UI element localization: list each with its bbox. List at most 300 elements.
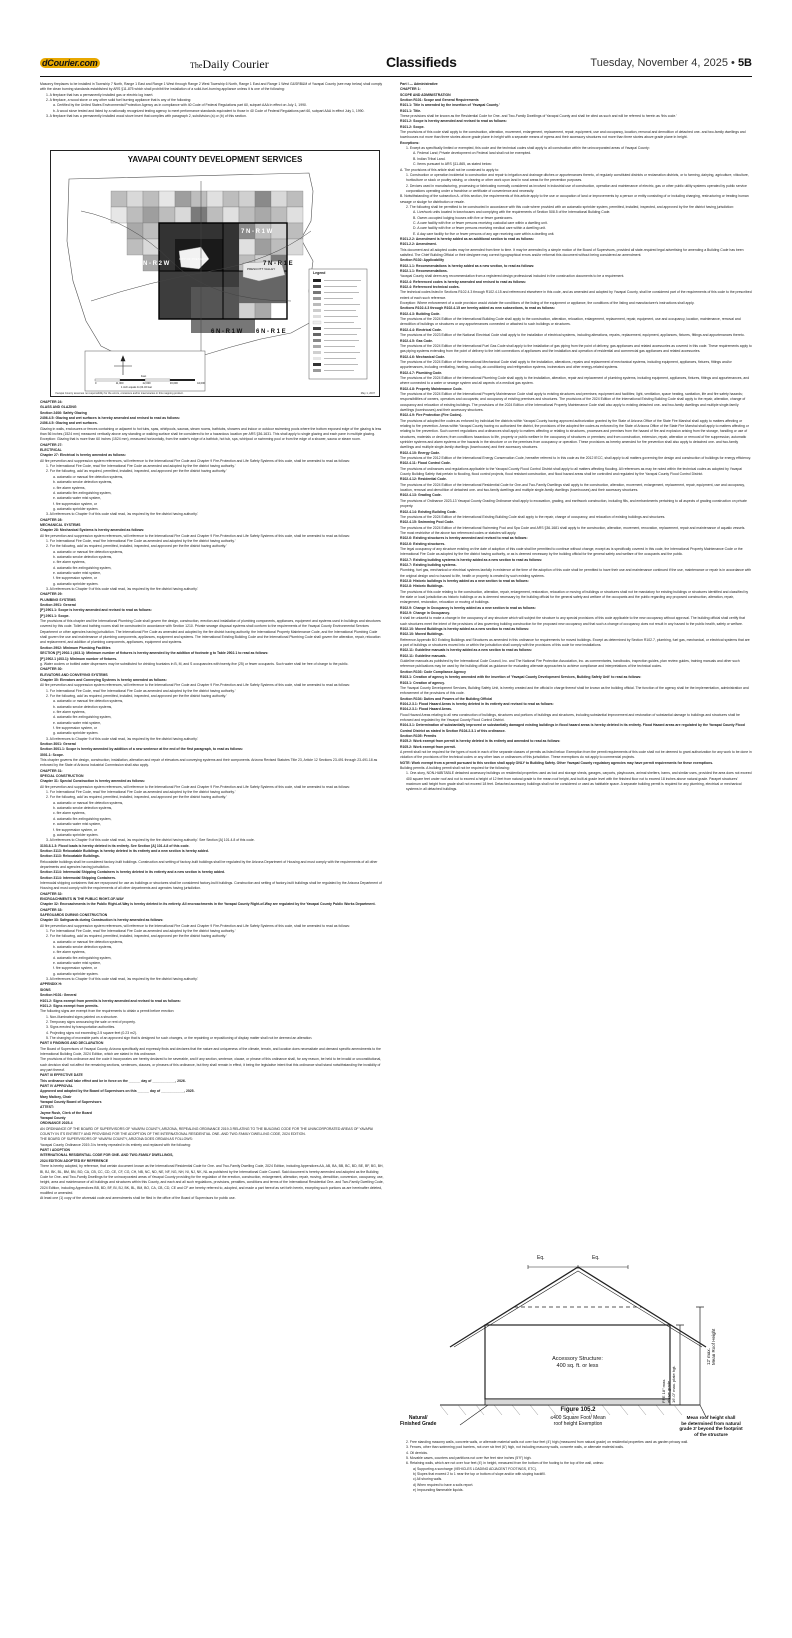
paragraph: R102.4.4: Electrical Code.	[400, 327, 442, 332]
paragraph: R102.1.1: Recommendations is hereby added as a new section, to read as follows:	[400, 263, 535, 268]
paragraph: R101.1: Title is amended by the insertion of 'Yavapai County.'	[400, 103, 500, 108]
paragraph: 1. For International Fire Code, read 'the International Fire Code as amended and adopted by the fire district having authority.'	[46, 538, 236, 543]
page-number: 5B	[737, 57, 752, 69]
footprint-note-1: Mean roof height shall	[686, 1415, 736, 1420]
section-title: Classifieds	[386, 54, 457, 70]
paragraph: f. fire suppression system, or	[53, 576, 97, 581]
paragraph: R101.1: Title.	[400, 108, 422, 113]
paragraph: Section R101: Scope and General Requirements	[400, 98, 479, 103]
paragraph: g. automatic sprinkler system.	[53, 581, 99, 586]
scale-ticks	[95, 382, 205, 385]
paragraph: Section 3114: Intermodal Shipping Containers is hereby deleted in its entirety and a new section is hereby added.	[40, 870, 226, 875]
map-label-7n-r1e: 7 N - R 1 E	[263, 261, 293, 267]
paragraph: 2. Free standing masonry walls, concrete walls, or alternate material walls not over four feet (4') high (measured from natural grade) on residential properties used as garden privacy wall.	[406, 1440, 689, 1444]
paragraph: Chapter 32: Encroachments in the Public Right-of-Way is hereby deleted in its entirety. All encroachments in the Yavapai County Right-of-Way are regulated by the Yavapai County Public Works Department.	[40, 902, 376, 907]
scale-tick: 11,000	[115, 382, 124, 385]
paragraph: R102.6: Existing structures.	[400, 541, 446, 546]
paragraph: R101.2.2: Amendment.	[400, 242, 437, 247]
footprint-note	[670, 1415, 752, 1437]
paragraph: d. automatic fire-extinguishing system,	[53, 955, 112, 960]
paragraph: a) Supporting a surcharge (VEHICLES LOADING ADJACENT FOOTINGS, ETC).	[413, 1466, 537, 1471]
paragraph: The provisions of the 2024 Edition of the International Existing Building Code shall apply to the repair, change of occupancy, and relocation of existing buildings and structures.	[400, 514, 666, 519]
logo-text: dCourier.com	[42, 58, 98, 68]
plate-height: 16'-0" max. plate hgt.	[670, 1365, 676, 1403]
left-column-text	[40, 400, 385, 1625]
paragraph: f. fire suppression system, or	[53, 725, 97, 730]
paragraph: R101.2.2: Amendment is hereby added as an additional section to read as follows:	[400, 236, 534, 241]
paragraph: PLUMBING SYSTEMS	[40, 597, 76, 602]
floor-slab	[485, 1399, 670, 1405]
paragraph: 3. All references to Chapter 9 of this code shall read, 'as required by the fire district having authority.'	[46, 587, 199, 592]
paragraph: H101.2: Signs exempt from permits is hereby amended and revised to read as follows:	[40, 998, 181, 1003]
paragraph: The provisions of the 2024 Edition of the International Fuel Gas Code shall apply to the installation of gas piping from the point of delivery, gas appliances and related accessories as covered in this code. These requirements apply to gas piping systems extending from the point of delivery to the inlet connections of appliances and the installation and operation of residential and commercial gas appliances and related accessories.	[400, 343, 752, 354]
paragraph: R102.4: Referenced codes is hereby amended and revised to read as follows:	[400, 279, 527, 284]
plate-height-dimension	[676, 1325, 684, 1405]
paragraph: ELECTRICAL	[40, 448, 62, 453]
paragraph: This document and all adopted codes may be amended from time to time. It may be amended by a simple motion of the Board of Supervisors, provided all state-required legal advertising for amending a Building Code has been satisfied. The Chief Building Official or their designee may correct typographical errors and/or reformat this document without being considered an amendment.	[400, 247, 744, 257]
accessory-area: 400 sq. ft. or less	[556, 1363, 599, 1370]
map-label-6n-r1e: 6 N - R 1 E	[256, 329, 286, 335]
paragraph: A permit shall not be required for the types of work in each of the separate classes of permits as listed below. Exemption from the permit requirements of this code shall not be deemed to grant authorization for any work to be done in violation of the provisions of the technical codes or any other laws or ordinances of this jurisdiction. These exemptions do not apply to commercial projects.	[400, 749, 752, 760]
scale-box	[85, 351, 205, 391]
accessory-title: Accessory Structure:	[552, 1356, 603, 1362]
figure-sub-1: ≤400 Square Foot/ Mean	[550, 1414, 606, 1421]
paragraph: Relocatable buildings shall be considered factory-built buildings. Construction and setting of factory-built buildings shall be regulated by the Arizona Department of Housing and must comply with the requirements of all other departments and agencies having jurisdiction.	[40, 859, 378, 869]
paragraph: g. automatic sprinkler system.	[53, 506, 99, 511]
paragraph: Yavapai County	[40, 1116, 66, 1121]
paragraph: R102.8: Historic buildings is hereby added as a new section to read as follows:	[400, 578, 529, 583]
paragraph: The provisions of this code relating to the construction, alteration, repair, enlargement, restoration, relocation or moving of buildings or structures shall not be mandatory for existing buildings or structures identified and classified by the state or local jurisdiction as historic buildings or as is deemed necessary by the building official for the general safety and welfare of the occupants and the public regarding any proposed construction, alteration, repair, enlargement, restoration, relocation or moving of buildings.	[400, 589, 749, 605]
paragraph: e. automatic water mist system,	[53, 496, 102, 501]
fireplace-area-map	[50, 150, 380, 397]
footprint-note-2: be determined from natural	[681, 1420, 741, 1426]
scale-tick: 0	[95, 382, 97, 385]
paragraph: PART III EFFECTIVE DATE	[40, 1073, 83, 1078]
scale-unit: Feet	[141, 375, 147, 378]
paragraph: a. automatic or manual fire detection systems,	[53, 939, 124, 944]
paragraph: 4. Projecting signs not exceeding 2.5 square feet (0.23 m2).	[46, 1030, 137, 1035]
paragraph: E. A day care facility for five or fewer persons of any age receiving care within a dwelling unit.	[413, 231, 555, 236]
paragraph: The provisions of the 2024 Edition of the International Swimming Pool and Spa Code and ARS §36-1681 shall apply to the construction, alteration, movement, renovation, replacement, repair and maintenance of aquatic vessels. The most restrictive of the above two referenced codes or statutes will apply.	[400, 525, 746, 535]
paragraph: 2. For the following, add 'as required, permitted, installed, inspected, and approved per the fire district having authority.'	[46, 693, 227, 698]
paragraph: [P] 2901.1: Scope is hereby amended and revised to read as follows:	[40, 608, 152, 613]
paragraph: CHAPTER 27:	[40, 442, 63, 447]
scale-tick: 44,000	[197, 382, 205, 385]
paragraph: Chapter 27: Electrical is hereby amended as follows:	[40, 453, 126, 458]
map-label-6n-r1w: 6 N - R 1 W	[211, 329, 243, 335]
paragraph: Section 2901: General	[40, 603, 76, 608]
paragraph: 3. All references to Chapter 9 of this code shall read, 'as required by the fire district having authority.' See Section [A] 101.4.8 of this code.	[46, 838, 255, 843]
paragraph: 3. All references to Chapter 9 of this code shall read, 'as required by the fire district having authority.'	[46, 977, 199, 982]
paragraph: b) Slopes that exceed 2 to 1 near the top or bottom of slope and/or with sloping backfill.	[413, 1472, 546, 1477]
paragraph: R102.9: Change in Occupancy is hereby added as a new section to read as follows:	[400, 605, 536, 610]
paragraph: a. automatic or manual fire detection systems,	[53, 699, 124, 704]
paragraph: 2. A fireplace, a wood stove or any other solid fuel burning appliance that is any of the following:	[46, 98, 192, 103]
paragraph: 3. A fireplace that has a permanently installed wood stove insert that complies with paragraph 2, subdivision (a) or (b) of this section.	[46, 114, 247, 119]
paragraph: R103.1: Creation of agency is hereby amended with the insertion of 'Yavapai County Development Services, Building Safety Unit' to read as follows:	[400, 675, 642, 680]
issue-date: Tuesday, November 4, 2025	[590, 57, 728, 69]
paragraph: Chapter 31: Special Construction is hereby amended as follows:	[40, 779, 146, 784]
paragraph: Approved and adopted by the Board of Supervisors on this ______ day of ____________, 2025.	[40, 1089, 195, 1094]
paragraph: 5. Movable cases, counters and partitions not over five feet nine inches (5'9") high.	[406, 1456, 532, 1461]
map-legend	[309, 269, 367, 379]
paragraph: Section 3001.1: Scope is hereby amended by addition of a new sentence at the end of the first paragraph, to read as follows:	[40, 747, 244, 752]
paragraph: R102.10: Moved Buildings.	[400, 632, 444, 637]
paragraph: e. automatic water mist system,	[53, 720, 102, 725]
paragraph: The provisions of this code shall apply to the construction, alteration, movement, enlargement, replacement, repair, equipment, use and occupancy, location, removal and demolition of detached one- and two-family dwellings and townhouses not more than three stories above grade plane in height with a separate means of egress and their accessory structures not more than three stories above grade plane in height.	[400, 130, 746, 140]
paragraph: 5. The changing of moveable parts of an approved sign that is designed for such changes, or the repainting or repositioning of display matter shall not be deemed an alteration.	[46, 1035, 313, 1040]
paragraph: PART I ADOPTION	[40, 1148, 70, 1153]
paragraph: The provisions of the 2024 Edition of the International Mechanical Code shall apply to the installation, alterations, repairs and replacement of mechanical systems, including equipment, appliances, fixtures, fittings and/or appurtenances, including ventilating, heating, cooling, air-conditioning and refrigeration systems, incinerators and other energy-related systems.	[400, 359, 732, 370]
natural-grade-label	[400, 1415, 436, 1427]
paragraph: Section R105: Permits	[400, 733, 437, 738]
paragraph: ELEVATORS AND CONVEYING SYSTEMS	[40, 672, 108, 677]
paragraph: The provisions of ordinances and regulations applicable to the Yavapai County Flood Control District shall apply to all matters affecting flooding. All references as may be noted within the technical codes as adopted by Yavapai County Building Safety that pertain to flooding, flood control projects, flood resistant construction, and flood hazard areas shall be controlled and regulated by the Yavapai County Flood Control District.	[400, 466, 742, 477]
paragraph: All fire prevention and suppression system references, will reference to the International Fire Code and Chapter 9 Fire-Protection and Life Safety Systems of this code, shall be amended to read as follows:	[40, 533, 350, 538]
figure-sub-2: roof height Exemption	[553, 1420, 603, 1427]
map-title: YAVAPAI COUNTY DEVELOPMENT SERVICES	[127, 155, 303, 164]
paragraph: 1. For International Fire Code, read 'the International Fire Code as amended and adopted by the fire district having authority.'	[46, 688, 236, 693]
paragraph: c. fire alarm systems,	[53, 560, 86, 565]
paragraph: D. A care facility with five or fewer persons receiving medical care within a dwelling unit.	[413, 226, 546, 231]
paragraph: CHAPTER 24:	[40, 400, 63, 404]
paragraph: It shall be unlawful to make a change in the occupancy of any structure which will subject the structure to any special provisions of this code applicable to the new occupancy without approval. The building official shall certify that such structures meet the intent of the provisions of law governing building construction for the proposed new occupancy and that such a change of occupancy does not result in any hazard to the public health, safety or welfare.	[400, 616, 745, 626]
map-graphic	[51, 151, 379, 396]
paragraph: 2406.4.5: Glazing and wet surfaces.	[40, 421, 98, 426]
paragraph: Yavapai County shall deem any recommendation from a registered design professional included in the construction documents to be a requirement.	[400, 274, 625, 279]
mean-roof-max: 12' max.	[706, 1348, 711, 1365]
paragraph: c. fire alarm systems,	[53, 709, 86, 714]
paragraph: 4. Oil derricks.	[406, 1450, 428, 1455]
paragraph: A. The provisions of this article shall not be construed to apply to:	[400, 167, 500, 172]
paragraph: THE BOARD OF SUPERVISORS OF YAVAPAI COUNTY, ARIZONA DOES ORDAIN AS FOLLOWS:	[40, 1137, 193, 1142]
paragraph: Masonry fireplaces to be installed in Township 7 North, Range 1 East and Range 1 West through Range 2 West Township 6 North, Range 1 East and Range 1 West G&SRB&M of Yavapai County (see map below) shall comply with the clean burning standards established by ARS §11-875 which shall prohibit the installation of a solid-fuel-burning appliance unless it is one of the following:	[40, 82, 383, 92]
paragraph: R102.1.1: Recommendations.	[400, 269, 448, 274]
paragraph: Flood Hazard Areas relating to all new construction of buildings, structures and portions of buildings and structures, including substantial improvement and restoration of substantial damage to buildings and structures shall be enforced and regulated by the Yavapai County Flood Control District.	[400, 712, 740, 722]
paragraph: c) All shoring walls.	[413, 1477, 443, 1482]
paragraph: CHAPTER 32:	[40, 891, 63, 896]
left-column-top-text	[40, 82, 385, 150]
paragraph: g. automatic sprinkler system.	[53, 971, 99, 976]
paragraph: PART II FINDINGS AND DECLARATION	[40, 1041, 104, 1046]
figure-caption	[518, 1407, 638, 1427]
paragraph: Section 2902: Minimum Plumbing Facilities	[40, 645, 111, 650]
paragraph: a. Certified by the United States Environmental Protection Agency as in compliance with 40 Code of Federal Regulations part 60, subpart AAA in effect on July 1, 1990.	[53, 103, 307, 108]
paragraph: All fire prevention and suppression system references, will reference to the International Fire Code and Chapter 9 Fire-Protection and Life Safety Systems of this code, shall be amended to read as follows:	[40, 923, 350, 928]
site-logo[interactable]	[40, 58, 100, 68]
mean-height-dimension	[696, 1307, 704, 1405]
paragraph: b. automatic smoke detection systems,	[53, 806, 113, 811]
paragraph: Guideline manuals as published by the International Code Council, Inc. and The National Fire Protection Association, Inc. as commentaries, handbooks, inspection guides, plan review guides, training manuals and other such reference publications may be used by the building official as guidance for evaluating alternate approaches to achieve compliance and interpretations of the technical codes.	[400, 659, 740, 669]
paragraph: SCOPE AND ADMINISTRATION	[400, 92, 451, 97]
paragraph: [P] 2902.1 (403.1): Minimum number of fixtures.	[40, 656, 118, 661]
map-label-7n-r2w: 7 N - R 2 W	[138, 261, 170, 267]
paragraph: ENCROACHMENTS IN THE PUBLIC RIGHT-OF-WAY	[40, 896, 124, 901]
paragraph: Glazing in walls, enclosures or fences containing or adjacent to hot tubs, spas, whirlpools, saunas, steam rooms, bathtubs, showers and indoor or outdoor swimming pools where the bottom exposed edge of the glazing is less than 56 inches (1524 mm) measured vertically above any standing or walking surface shall be considered to be a hazardous location per ARS §36-1631. This shall apply to single glazing and each pane in multiple glazing.	[40, 426, 382, 437]
masthead-name: Daily Courier	[202, 57, 269, 71]
paragraph: R102.4: Referenced technical codes.	[400, 285, 460, 290]
paragraph: Exception: Glazing that is more than 60 inches (1524 mm), measured horizontally, from the water's edge of a bathtub, hot tub, spa, whirlpool or swimming pool or from the edge of a shower, sauna or steam room.	[40, 437, 361, 442]
paragraph: Exception: Where enforcement of a code provision would violate the conditions of the listing of the equipment or appliance, the conditions of the listing and manufacturer's instructions shall apply.	[400, 301, 695, 306]
paragraph: All fire prevention and suppression system references, will reference to the International Fire Code and Chapter 9 Fire-Protection and Life Safety Systems of this code, shall be amended to read as follows:	[40, 458, 350, 463]
paragraph: These provisions shall be known as the Residential Code for One- and Two-Family Dwellings of Yavapai County and shall be cited as such and will be referred to herein as 'this code.'	[400, 114, 677, 119]
paragraph: SIGNS	[40, 987, 51, 992]
map-label-prescott-valley: PRESCOTT VALLEY	[247, 267, 276, 271]
paragraph: R102.4.7: Plumbing Code.	[400, 370, 443, 375]
paragraph: R102.9: Change in Occupancy.	[400, 611, 450, 616]
paragraph: R102.8: Historic Buildings.	[400, 584, 444, 589]
paragraph: 2. Devices used in manufacturing, processing or fabricating normally considered as involved in industrial use of construction, operation and maintenance of electric, gas or other public utility systems operated by public service corporations operating under a franchise or certificate of convenience and necessity.	[406, 183, 747, 193]
paragraph: INTERNATIONAL RESIDENTIAL CODE FOR ONE- AND TWO-FAMILY DWELLINGS,	[40, 1153, 174, 1158]
paragraph: Chapter 33: Safeguards during Construction is hereby amended as follows:	[40, 918, 164, 923]
paragraph: 1. Non-illuminated signs painted on a structure.	[46, 1014, 118, 1019]
paragraph: d. automatic fire-extinguishing system,	[53, 715, 112, 720]
paragraph: R102.4.3: Building Code.	[400, 311, 441, 316]
paragraph: 2. The following shall be permitted to be constructed in accordance with this code where provided with an automatic sprinkler system, permitted, installed, inspected, and approved by the fire district having jurisdiction:	[406, 204, 735, 209]
right-column-text	[400, 82, 752, 1257]
paragraph: 2. For the following, add 'as required, permitted, installed, inspected, and approved per the fire district having authority.'	[46, 934, 227, 939]
paragraph: Plumbing, fuel gas, mechanical or electrical systems lawfully in existence at the time of the adoption of this code shall be permitted to have their use and maintenance continued if the use, maintenance or repair is in accordance with the original design and no hazard to life, health or property is created by such existing systems.	[400, 568, 752, 578]
paragraph: 3001.1: Scope.	[40, 752, 64, 757]
paragraph: CHAPTER 31:	[40, 768, 63, 773]
paragraph: Reference Appendix BO Existing Buildings and Structures as amended in this ordinance for requirements for moved buildings. Except as determined by Section R102.7, plumbing, fuel gas, mechanical, or electrical systems that are a part of buildings or structures moved into or within the jurisdiction shall comply with the provisions of this code for new installations.	[400, 637, 750, 648]
paragraph: A. Live/work units located in townhouses and complying with the requirements of Section 508.5 of the International Building Code.	[413, 210, 611, 215]
paragraph: Section 3113: Relocatable Buildings is hereby deleted in its entirety and a new section is hereby added.	[40, 848, 209, 853]
paragraph: 2. For the following, add 'as required, permitted, installed, inspected, and approved per the fire district having authority.'	[46, 544, 227, 549]
paragraph: B. Owner-occupied lodging houses with five or fewer guestrooms.	[413, 215, 513, 220]
paragraph: Section H101: General	[40, 993, 77, 998]
paragraph: CHAPTER 28:	[40, 517, 63, 522]
right-column-bottom-text	[400, 1440, 752, 1630]
paragraph: MECHANICAL SYSTEMS	[40, 522, 81, 527]
paragraph: c. fire alarm systems,	[53, 950, 86, 955]
paragraph: R102.6: Existing structures is hereby amended and revised to read as follows:	[400, 536, 528, 541]
paragraph: Jayme Rush, Clerk of the Board	[40, 1110, 92, 1115]
paragraph: Section R103: Code Compliance Agency	[400, 669, 466, 674]
ffe-max: FFE 18" max.	[661, 1378, 666, 1403]
paragraph: R102.4.11: Flood Control Code.	[400, 461, 451, 466]
paragraph: 1. Construction or operation incidental to construction and repair to irrigation and drainage ditches or appurtenances thereto, of regularly constituted districts or reclamation districts, or to farming, dairying, agriculture, viticulture, horticulture or stock or poultry raising, or clearing or other work upon land in rural areas for fire prevention purposes.	[406, 172, 749, 183]
paragraph: R102.4.8: Property Maintenance Code.	[400, 386, 463, 391]
map-label-prescott: CITY OF PRESCOTT	[179, 257, 208, 261]
eq-label-left: Eq.	[537, 1255, 545, 1261]
paragraph: R102.4.12: Residential Code.	[400, 477, 447, 482]
paragraph: H101.2: Signs exempt from permits.	[40, 1003, 99, 1008]
scale-tick: 22,000	[142, 382, 151, 385]
eq-dimension	[528, 1265, 628, 1269]
paragraph: R101.2: Scope.	[400, 124, 425, 129]
paragraph: d) When required to have a soils report.	[413, 1482, 474, 1487]
legend-title: Legend	[313, 271, 326, 275]
paragraph: 1. For International Fire Code, read 'the International Fire Code as amended and adopted by the fire district having authority.'	[46, 790, 236, 795]
paragraph: At least one (1) copy of the aforesaid code and amendments shall be filed in the office of the Board of Supervisors for public use.	[40, 1196, 236, 1201]
height-note	[662, 1365, 676, 1403]
paragraph: The Board of Supervisors of Yavapai County, Arizona specifically and expressly finds and declares that the nature and uniqueness of the climate, terrain, and location does necessitate and demand specific amendments to the International Building Code, 2024 Edition, which are stated in this ordinance.	[40, 1046, 381, 1056]
paragraph: d. automatic fire-extinguishing system,	[53, 490, 112, 495]
paragraph: Chapter 30: Elevators and Conveying Systems is hereby amended as follows:	[40, 677, 167, 682]
paragraph: 1. For International Fire Code, read 'the International Fire Code as amended and adopted by the fire district having authority.'	[46, 929, 236, 934]
paragraph: B. Indian Tribal Land.	[413, 156, 446, 161]
paragraph: A. Federal Land; Private development on Federal land shall not be exempted.	[413, 151, 532, 156]
paragraph: g. Water coolers or bottled water dispensers may be substituted for drinking fountains in B, M, and S occupancies with twenty-five (25) or fewer occupants. Such water shall be free of charge to the public.	[40, 661, 349, 666]
paragraph: e. automatic water mist system,	[53, 822, 102, 827]
paragraph: d. automatic fire-extinguishing system,	[53, 565, 112, 570]
paragraph: The provisions of the 2024 Edition of the International Plumbing Code shall apply to the installation, alteration, repair and replacement of plumbing systems, including equipment, appliances, fixtures, fittings and appurtenances, and where connected to a water or sewage system and all aspects of a medical gas system.	[400, 375, 750, 386]
footprint-note-3: grade 3' beyond the footprint	[679, 1426, 743, 1431]
paragraph: Part I — Administrative	[400, 82, 438, 86]
paragraph: B. Notwithstanding of the subsection A. of this section, the requirements of this article apply to the use or occupation of land or improvements by a person or entity consisting of or including changing, restructuring or treating human sewage or sludge for distribution or resale.	[400, 194, 749, 204]
paragraph: e. automatic water mist system,	[53, 961, 102, 966]
paragraph: CHAPTER 1:	[400, 87, 421, 92]
paragraph: e. automatic water mist system,	[53, 571, 102, 575]
paragraph: AN ORDINANCE OF THE BOARD OF SUPERVISORS OF YAVAPAI COUNTY, ARIZONA, REPEALING ORDINANCE 2019-3 RELATING TO THE BUILDING CODE FOR THE UNINCORPORATED AREAS OF YAVAPAI COUNTY IN ITS ENTIRETY AND PROVIDING FOR THE ADOPTION OF THE INTERNATIONAL RESIDENTIAL ONE- AND TWO-FAMILY DWELLING CODE, 2024 EDITION.	[40, 1126, 374, 1137]
paragraph: b. A wood stove tested and listed by a nationally recognized testing agency to meet performance standards equivalent to those in 40 Code of Federal Regulations part 60, subpart AAA in effect July 1, 1990.	[53, 108, 365, 113]
paragraph: CHAPTER 33:	[40, 907, 63, 912]
paragraph: GLASS AND GLAZING	[40, 405, 77, 410]
date-page: Tuesday, November 4, 2025 • 5B	[590, 57, 752, 69]
paragraph: R102.11: Guideline manuals is hereby added as a new section to read as follows:	[400, 648, 533, 653]
paragraph: R104.3.1: Determination of substantially improved or substantially damaged existing buildings in flood hazard areas is hereby deleted in its entirety. Flood Hazard areas are regulated by the Yavapai County Flood Control District as stated in Section R104.2.3.1 of this ordinance.	[400, 723, 745, 733]
paragraph: SAFEGUARDS DURING CONSTRUCTION	[40, 913, 108, 917]
paragraph: R102.4.9: Fire Protection (Fire Codes).	[400, 413, 463, 418]
footprint-note-4: of the structure	[694, 1431, 728, 1437]
paragraph: a. automatic or manual fire detection systems,	[53, 549, 124, 554]
paragraph: SECTION [P] 2902.1 (403.1): Minimum number of fixtures is hereby amended by the addition of footnote g to Table 2902.1 to read as follows:	[40, 651, 269, 656]
paragraph: Section 3001: General	[40, 742, 76, 746]
paragraph: c. fire alarm systems,	[53, 485, 86, 490]
paragraph: The provisions of the 2023 Edition of the National Electrical Code shall apply to the installation of electrical systems, including alterations, repairs, replacement, equipment, appliances, fixtures, fittings and appurtenances thereto.	[400, 333, 745, 338]
paragraph: f. fire suppression system, or	[53, 501, 97, 506]
above-grade: above grade	[665, 1380, 671, 1403]
paragraph: Section R104: Duties and Powers of the Building Official	[400, 696, 493, 701]
paragraph: Section 3114: Intermodal Shipping Containers.	[40, 875, 117, 880]
paragraph: 2. Temporary signs announcing the sale or rent of property.	[46, 1019, 136, 1024]
paragraph: R104.2.3.1: Flood Hazard Areas is hereby deleted in its entirety and revised to read as follows:	[400, 701, 554, 706]
paragraph: 2406.4.5: Glazing and wet surfaces is hereby amended and revised to read as follows:	[40, 416, 181, 421]
paragraph: CHAPTER 29:	[40, 592, 63, 597]
paragraph: 3. All references to Chapter 9 of this code shall read, 'as required by the fire district having authority.'	[46, 736, 199, 741]
paragraph: 3. Fences, other than swimming pool barriers, not over six feet (6') high, not including masonry walls, concrete walls, or alternate material walls.	[406, 1445, 624, 1450]
paragraph: Section 3113: Relocatable Buildings.	[40, 854, 100, 859]
paragraph: The provisions of Ordinance 2023-13 Yavapai County Grading Ordinance shall apply to excavation, grading, and earthwork construction, including fills, and embankments pertaining to all aspects of grading construction on private property.	[400, 498, 747, 509]
paragraph: R102.4.13: Grading Code.	[400, 493, 442, 498]
paragraph: CHAPTER 30:	[40, 667, 63, 672]
scale-ratio: 1 inch equals 11,64.32 feet	[121, 386, 152, 389]
paragraph: 1. For International Fire Code, read 'the International Fire Code as amended and adopted by the fire district having authority.'	[46, 464, 236, 469]
paragraph: f. fire suppression system, or	[53, 827, 97, 832]
paragraph: R102.4.5: Gas Code.	[400, 338, 434, 343]
mean-roof-note	[706, 1329, 717, 1365]
paragraph: This ordinance shall take effect and be in force on the ______ day of ____________, 2026.	[40, 1078, 186, 1083]
paragraph: b. automatic smoke detection systems,	[53, 945, 113, 950]
paragraph: e) Impounding flammable liquids.	[413, 1488, 464, 1493]
paragraph: g. automatic sprinkler system.	[53, 832, 99, 837]
paragraph: Yavapai County Ordinance 2019-3 is hereby repealed in its entirety and replaced with the following:	[40, 1142, 191, 1147]
paragraph: 6. Retaining walls, which are not over four feet (4') in height, measured from the bottom of the footing to the top of the wall, unless:	[406, 1461, 604, 1466]
paragraph: g. automatic sprinkler system.	[53, 731, 99, 736]
paragraph: The following signs are exempt from the requirements to obtain a permit before erection:	[40, 1009, 175, 1014]
paragraph: C. Items pursuant to ARS §11-865, as stated below:	[413, 162, 492, 167]
paragraph: Intermodal shipping containers that are repurposed for use as buildings or structures shall be considered factory-built buildings. Construction and setting of factory-built buildings shall be regulated by the Arizona Department of Housing and must comply with the requirements of all other departments and agencies having jurisdiction.	[40, 880, 382, 891]
paragraph: [P] 2901.1: Scope.	[40, 613, 70, 618]
paragraph: R102.7: Existing building systems is hereby added as a new section to read as follows:	[400, 557, 543, 562]
paragraph: ATTEST:	[40, 1105, 54, 1110]
paragraph: All fire prevention and suppression system references, will reference to the International Fire Code and Chapter 9 Fire-Protection and Life Safety Systems of this code, shall be amended to read as follows:	[40, 784, 350, 789]
paragraph: f. fire suppression system, or	[53, 966, 97, 971]
paragraph: R103.1: Creation of agency.	[400, 680, 445, 685]
paragraph: R105.2: Work exempt from permit.	[400, 744, 456, 749]
paragraph: R102.4.10: Energy Code.	[400, 450, 441, 455]
paragraph: b. automatic smoke detection systems,	[53, 480, 113, 485]
natural-grade-1: Natural/	[408, 1415, 428, 1421]
paragraph: R102.4.6: Mechanical Code.	[400, 354, 446, 359]
paragraph: 1. Except as specifically limited or exempted, this code and the technical codes shall apply to all construction within the unincorporated areas of Yavapai County:	[406, 146, 650, 151]
paragraph: The provisions of the 2024 Edition of the International Building Code shall apply to the construction, alteration, relocation, enlargement, replacement, repair, equipment, use and occupancy, location, maintenance, removal and demolition of buildings or structures or any appurtenances connected or attached to such buildings or structures.	[400, 317, 741, 327]
paragraph: R102.4.14: Existing Building Code.	[400, 509, 457, 514]
paragraph: 3103.8.1.3: Flood loads is hereby deleted in its entirety. See Section [A] 101.4.8 of this code.	[40, 843, 190, 848]
map-label-7n-r1w: 7 N - R 1 W	[241, 229, 273, 235]
paragraph: The technical codes listed in Sections R102.4.3 through R102.4.15 and referenced elsewhere in this code, and as amended and adopted by Yavapai County, shall be considered part of the requirements of this code to the prescribed extent of each such reference.	[400, 290, 752, 300]
paragraph: Sections R102.4.3 through R102.4.15 are hereby added as new subsections, to read as follows:	[400, 306, 555, 311]
eq-label-right: Eq.	[592, 1255, 600, 1261]
paragraph: Exceptions:	[400, 140, 420, 145]
paragraph: a. automatic or manual fire detection systems,	[53, 474, 124, 479]
paragraph: 2024 EDITION ADOPTED BY REFERENCE	[40, 1158, 109, 1163]
paragraph: The provisions of the 2012 Edition of the International Energy Conservation Code, hereafter referred to in this code as the 2012 IECC, shall apply to all matters governing the design and construction of buildings for energy efficiency.	[400, 456, 752, 461]
paragraph: SPECIAL CONSTRUCTION	[40, 774, 84, 779]
paragraph: 2. For the following, add 'as required, permitted, installed, inspected, and approved per the fire district having authority.'	[46, 795, 227, 800]
masthead-prefix: The	[190, 61, 203, 70]
paragraph: The provisions of this chapter and the International Plumbing Code shall govern the design, construction, erection and installation of plumbing components, appliances, equipment and systems used in buildings and structures covered by this code. Toilet and bathing rooms shall be constructed in accordance with Section 1210. Private sewage disposal systems shall conform to the requirements of the Yavapai County Environmental Services Department or other agencies having jurisdiction. The International Fire Code as amended and adopted by the fire district having authority, the International Property Maintenance Code, and the International Plumbing Code shall govern the use and maintenance of plumbing components, appliances, equipment and systems. The International Existing Building Code and the International Plumbing Code shall govern the alteration, repair, relocation and replacement, and addition of plumbing components, appliances, equipment and systems.	[40, 619, 381, 645]
paragraph: R102.7: Existing building systems.	[400, 562, 457, 567]
paragraph: The provisions of the 2024 Edition of the International Residential Code for One-and Two-Family Dwellings shall apply to the construction, alteration, movement, enlargement, replacement, repair, equipment, use and occupancy, location, removal and demolition of detached one- and two-family dwellings and multiple single-family dwellings (townhouses) and their accessory structures.	[400, 482, 745, 493]
paragraph: All fire prevention and suppression system references, will reference to the International Fire Code and Chapter 9 Fire-Protection and Life Safety Systems of this code, shall be amended to read as follows:	[40, 683, 350, 688]
figure-105-2-diagram	[400, 1255, 752, 1440]
paragraph: b. automatic smoke detection systems,	[53, 554, 113, 559]
paragraph: Mary Mallory, Chair	[40, 1094, 72, 1099]
paragraph: d. automatic fire-extinguishing system,	[53, 816, 112, 821]
paragraph: The Yavapai County Development Services, Building Safety Unit, is hereby created and the official in charge thereof shall be known as the building official. The function of the agency shall be the implementation, administration and enforcement of the provisions of this code.	[400, 685, 749, 696]
paragraph: 1. A fireplace that has a permanently installed gas or electric log insert.	[46, 92, 154, 97]
paragraph: There is hereby adopted, by reference, that certain document known as the International Residential Code for One- and Two-Family Dwelling Code, 2024 Edition, including Appendices AA, AB, BA, BB, BC, BD, BE, BF, BG, BH, BI, BJ, BK, BL, BM, BN, BO, CA, CB, CC, CD, CE, CF, CG, CH, NB, NC, ND, NE, NF, NG, NH, NI, NJ, NK, NL as published by the International Code Council. Said document is hereby amended and adopted as the Building Code for One- and Two-Family Dwellings for the unincorporated areas of Yavapai County providing for the regulation of the erection, construction, enlargement, alteration, repair, moving, demolition, conversion, occupancy, use, height, area and maintenance of all buildings and structures within this County, and each and all such regulations, provisions, penalties, conditions and terms of the International Residential One- and Two-Family Dwelling Code, 2024 Edition, including Appendices BB, BD, BF, BI, BJ, BK, BL, BM, BO, CA, CB, CD, CE and CF are hereby referred to, adopted, and made a part hereof as set forth herein, excepting such portions as are hereinafter deleted, modified or amended.	[40, 1164, 384, 1195]
paragraph: ORDINANCE 2025-4	[40, 1121, 73, 1126]
scale-tick: 33,000	[169, 382, 178, 385]
paragraph: 1. One-story, NON-HABITABLE detached accessory buildings on residential properties used as tool and storage sheds, garages, carports, playhouses, animal shelters, barns, and similar uses, provided the area does not exceed 400 square feet under roof and not to exceed a height of 12 feet from natural grade to the mean roof height, and built at grade level with the finished floor not to exceed 18 inches above natural grade. Parapet structures' maximum wall height from grade shall not exceed 18 feet. Detached accessory buildings shall not be considered or used as habitable space. A separate building permit is required for any plumbing, electrical or mechanical systems in all detached buildings.	[406, 771, 752, 792]
paragraph: R105.2: Work exempt from permit is hereby deleted in its entirety and amended to read as follows:	[400, 739, 561, 744]
paragraph: The provisions of adopted fire codes as enforced by individual fire districts within Yavapai County having approved authorization granted by the State of Arizona Office of the State Fire Marshal shall apply to matters affecting or relating to fire prevention. Areas within Yavapai County having no authorized fire district, the provisions of the adopted fire codes as enforced by the State of Arizona Office of the State Fire Marshal shall apply to matters affecting or relating to fire prevention. Such current regulations and ordinances shall apply to matters affecting or relating to structures, processes and premises from the hazard of fire and explosion arising from the storage, handling or use of structures, materials or devices; from conditions hazardous to life, property or public welfare in the occupancy of structures or premises; and from construction, extension, repair, alteration or removal of fire suppression, automatic sprinkler systems and alarm systems or fire hazards in the structure or on the premises from occupancy or operation. These provisions as hereby amended for fire prevention shall also apply to detached one- and two-family dwellings and multiple single-family dwellings (townhouses) and their accessory structures.	[400, 418, 749, 450]
figure-title: Figure 105.2	[560, 1407, 596, 1413]
page-header	[40, 56, 752, 77]
paragraph: R101.2: Scope is hereby amended and revised to read as follows:	[400, 119, 507, 124]
map-date: May 1, 2007	[360, 392, 375, 395]
paragraph: C. A care facility with five or fewer persons receiving custodial care within a dwelling unit.	[413, 220, 548, 225]
paragraph: Building permits. A building permit shall not be required for the following:	[400, 766, 510, 770]
paragraph: This chapter governs the design, construction, installation, alteration and repair of elevators and conveying systems and their components. Arizona Revised Statutes Title 23, Article 12 Sections 23-491 through 23-491.18 as enforced by the State of Arizona Industrial Commission shall also apply.	[40, 758, 378, 768]
paragraph: The provisions of this ordinance and the code it incorporates are hereby declared to be severable, and if any section, sentence, clause, or phrase of this ordinance shall, for any reason, be held to be invalid or unconstitutional, such decision shall not affect the remaining sections, sentences, clauses, or phrases of this ordinance, but they shall remain in effect, it being the legislative intent that this ordinance shall stand notwithstanding the invalidity of any part thereof.	[40, 1057, 382, 1072]
paragraph: PART IV APPROVAL	[40, 1084, 73, 1088]
paragraph: Chapter 28: Mechanical Systems is hereby amended as follows:	[40, 528, 145, 533]
paragraph: Yavapai County Board of Supervisors	[40, 1100, 102, 1105]
paragraph: 3. All references to Chapter 9 of this code shall read, 'as required by the fire district having authority.'	[46, 512, 199, 517]
masthead	[190, 57, 269, 72]
paragraph: R102.11: Guideline manuals.	[400, 653, 447, 658]
paragraph: a. automatic or manual fire detection systems,	[53, 800, 124, 805]
paragraph: The legal occupancy of any structure existing on the date of adoption of this code shall be permitted to continue without change, except as is specifically covered in this code, the International Property Maintenance Code or the International Fire Code as adopted by the fire district having authority, or as is deemed necessary by the building official for the general safety and welfare of the occupants and the public.	[400, 546, 743, 557]
paragraph: c. fire alarm systems,	[53, 811, 86, 816]
paragraph: Section R102: Applicability	[400, 258, 444, 263]
paragraph: The provisions of the 2024 Edition of the International Property Maintenance Code shall apply to existing structures and premises; equipment and facilities; light, ventilation, space heating, sanitation, life and fire safety hazards; responsibilities of owners, operators and occupants; and occupancy of existing premises and structures. The provisions of the 2024 Edition of the International Existing Building Code shall apply to the repair, alteration, change of occupancy and relocation of existing buildings. The provisions of the 2024 Edition of the International Property Maintenance Code shall also apply to existing detached one- and two-family dwellings and multiple single-family dwellings (townhouses) and their accessory structures.	[400, 391, 746, 412]
paragraph: R102.4.15: Swimming Pool Code.	[400, 520, 455, 525]
